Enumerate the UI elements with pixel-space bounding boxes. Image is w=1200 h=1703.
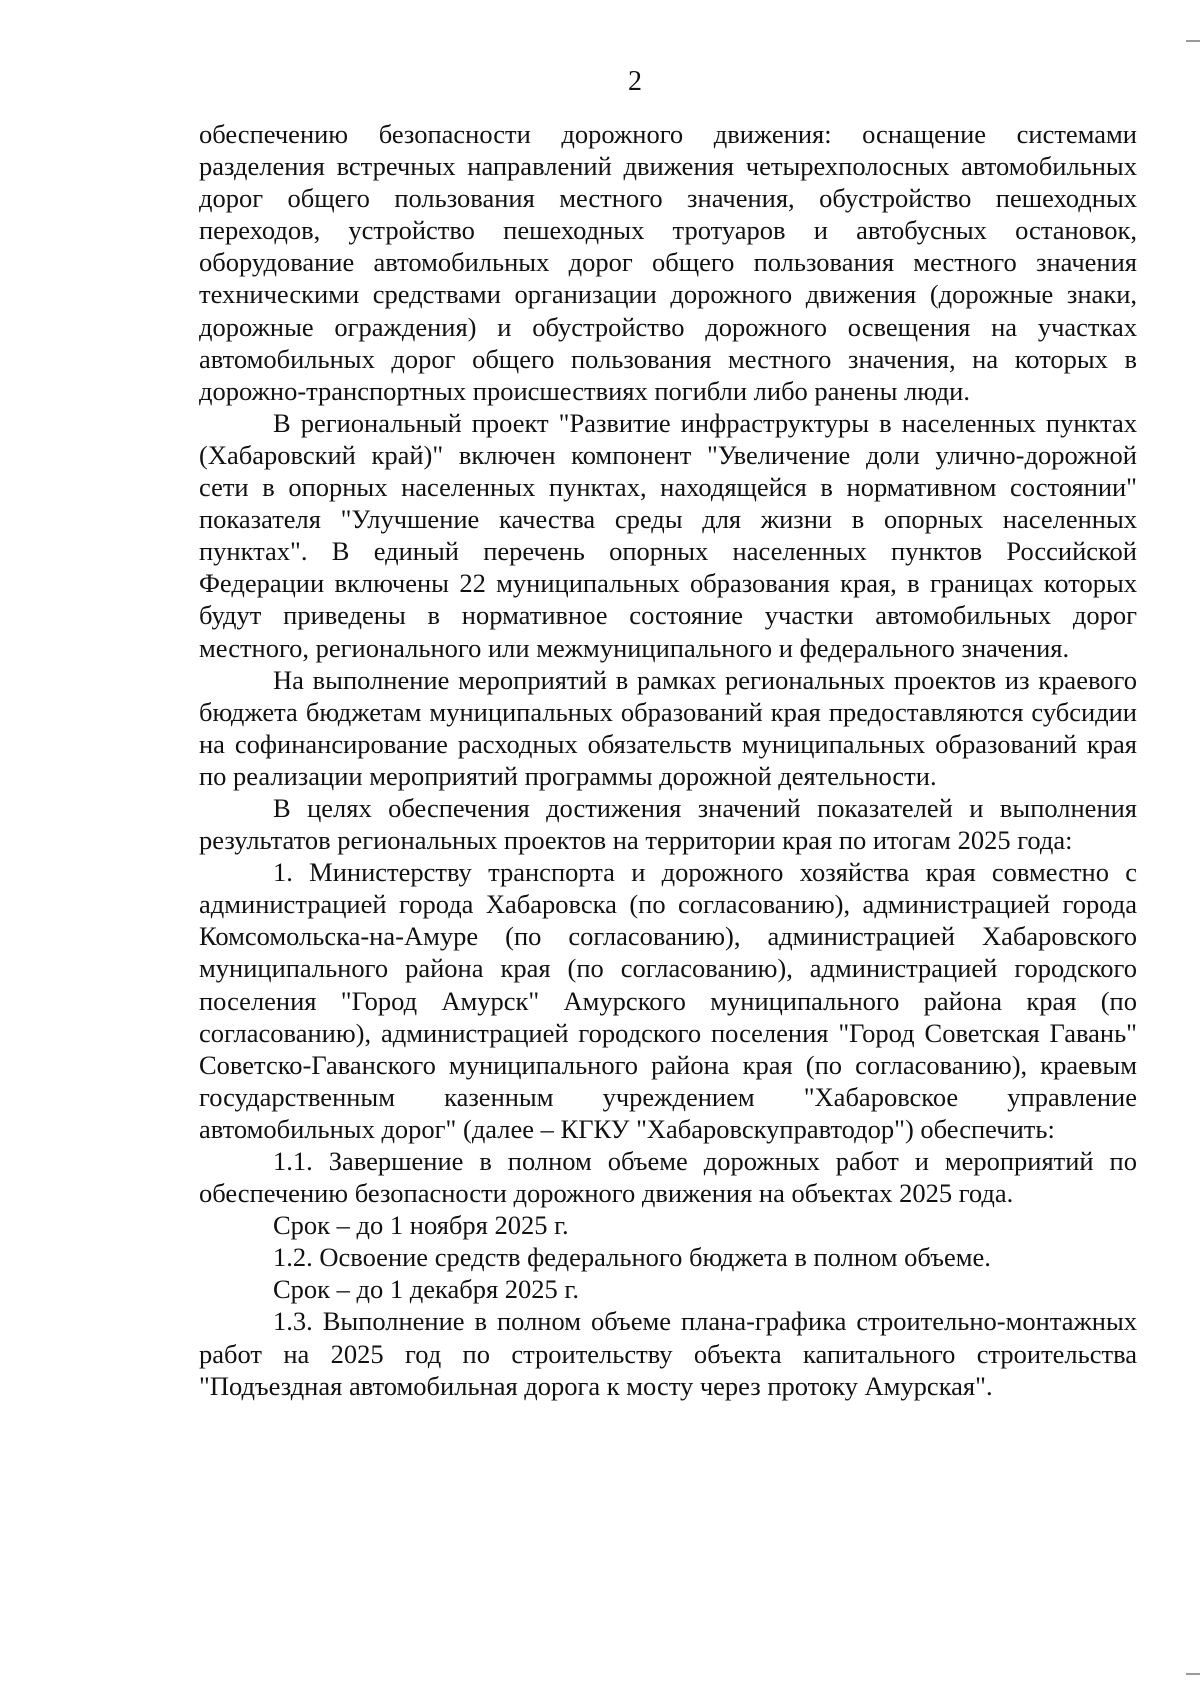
- paragraph-item-1-1: 1.1. Завершение в полном объеме дорожных работ и мероприятий по обеспечению безопасности дорожного движения на объектах 2025 года.: [199, 1146, 1137, 1209]
- paragraph-deadline-1-1: Срок – до 1 ноября 2025 г.: [273, 1210, 569, 1241]
- scan-edge-mark: [1186, 1673, 1200, 1675]
- paragraph-regional-project: В региональный проект "Развитие инфраструктуры в населенных пунктах (Хабаровский край)" включен компонент "Увеличение доли улично-дорожной сети в опорных населенных пунктах, находящейся в нормативном состоянии" показателя "Улучшение качества среды для жизни в опорных населенных пунктах". В единый перечень опорных населенных пунктов Российской Федерации включены 22 муниципальных образования края, в границах которых будут приведены в нормативное состояние участки автомобильных дорог местного, регионального или межмуниципального и федерального значения.: [199, 407, 1137, 663]
- paragraph-deadline-1-2: Срок – до 1 декабря 2025 г.: [273, 1274, 579, 1305]
- document-body: [199, 118, 1137, 1402]
- paragraph-subsidies: На выполнение мероприятий в рамках региональных проектов из краевого бюджета бюджетам муниципальных образований края предоставляются субсидии на софинансирование расходных обязательств муниципальных образований края по реализации мероприятий программы дорожной деятельности.: [199, 664, 1137, 791]
- paragraph-goals-2025: В целях обеспечения достижения значений показателей и выполнения результатов региональных проектов на территории края по итогам 2025 года:: [199, 792, 1137, 856]
- paragraph-road-safety-continuation: обеспечению безопасности дорожного движения: оснащение системами разделения встречных направлений движения четырехполосных автомобильных дорог общего пользования местного значения, обустройство пешеходных переходов, устройство пешеходных тротуаров и автобусных остановок, оборудование автомобильных дорог общего пользования местного значения техническими средствами организации дорожного движения (дорожные знаки, дорожные ограждения) и обустройство дорожного освещения на участках автомобильных дорог общего пользования местного значения, на которых в дорожно-транспортных происшествиях погибли либо ранены люди.: [199, 119, 1137, 406]
- scan-edge-mark: [1186, 40, 1200, 42]
- paragraph-item-1-2: 1.2. Освоение средств федерального бюджета в полном объеме.: [273, 1242, 991, 1273]
- page-number: 2: [628, 66, 642, 97]
- paragraph-item-1: 1. Министерству транспорта и дорожного хозяйства края совместно с администрацией города Хабаровска (по согласованию), администрацией города Комсомольска-на-Амуре (по согласованию), администрацией Хабаровского муниципального района края (по согласованию), администрацией городского поселения "Город Амурск" Амурского муниципального района края (по согласованию), администрацией городского поселения "Город Советская Гавань" Советско-Гаванского муниципального района края (по согласованию), краевым государственным казенным учреждением "Хабаровское управление автомобильных дорог" (далее – КГКУ "Хабаровскуправтодор") обеспечить:: [199, 857, 1137, 1144]
- paragraph-item-1-3: 1.3. Выполнение в полном объеме плана-графика строительно-монтажных работ на 2025 год по строительству объекта капитального строительства "Подъездная автомобильная дорога к мосту через протоку Амурская".: [199, 1306, 1137, 1401]
